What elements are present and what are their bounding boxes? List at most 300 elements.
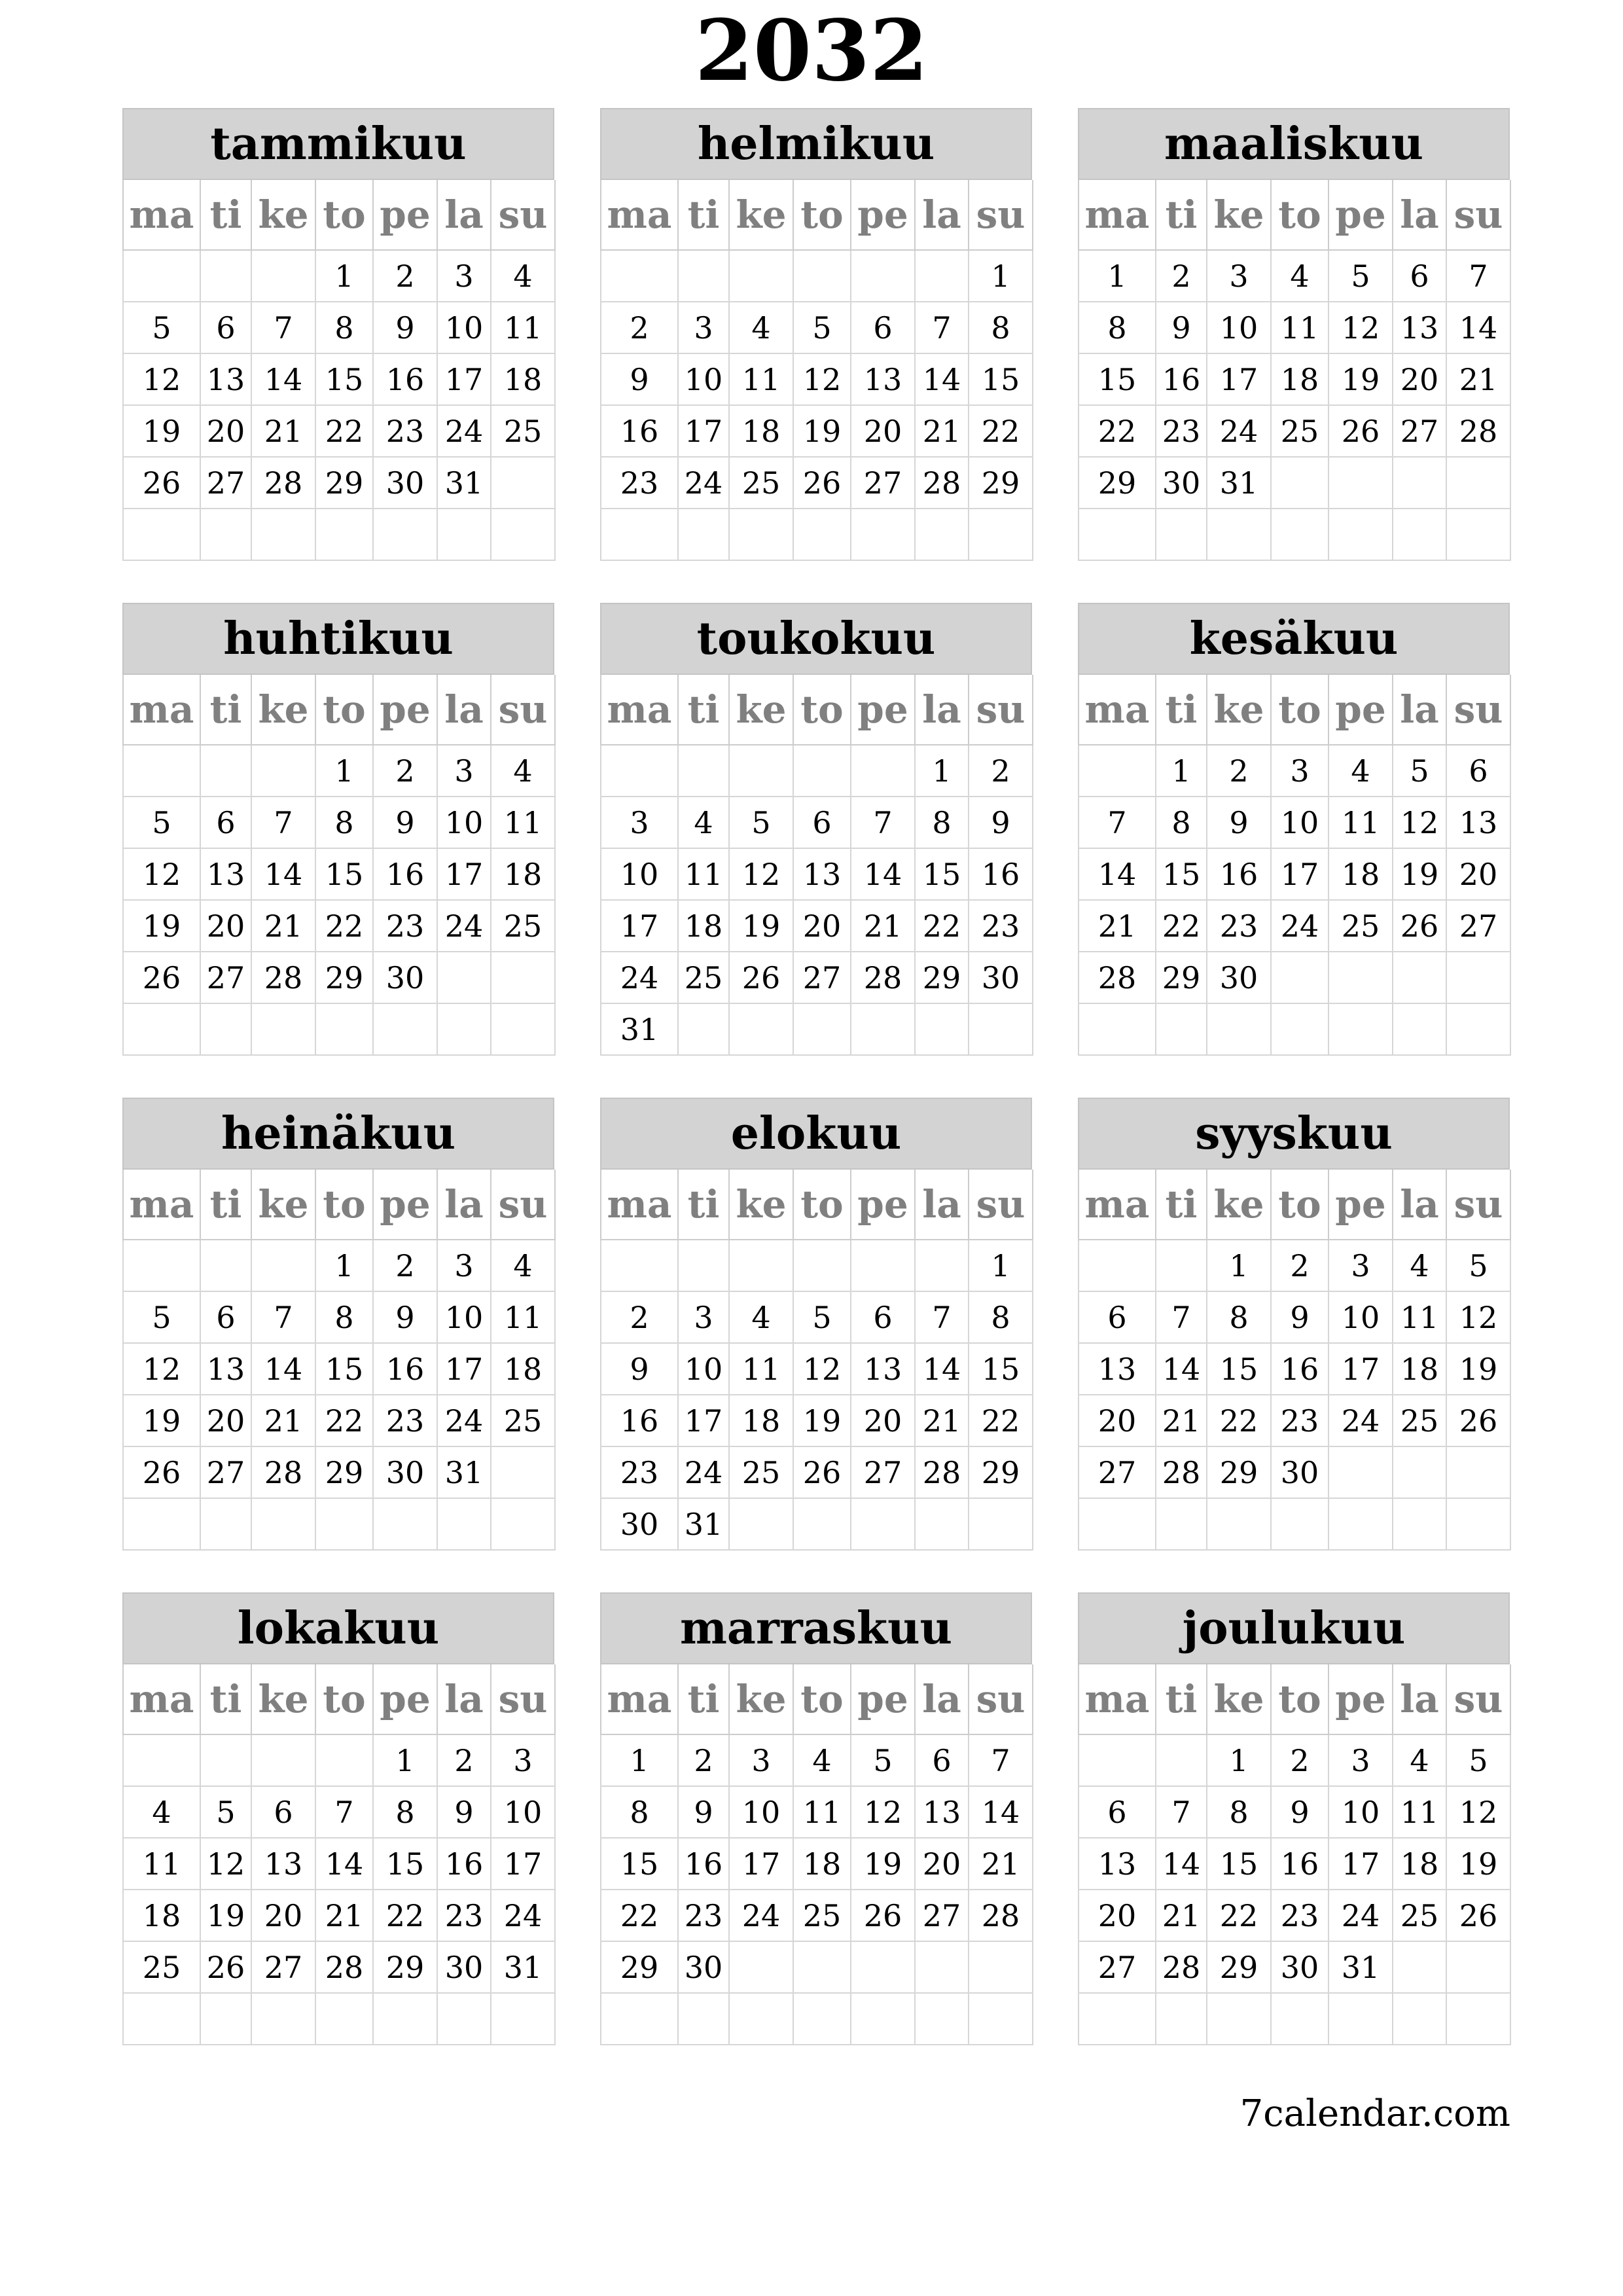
day-cell: 14 [915, 353, 969, 405]
day-cell: 26 [123, 1446, 200, 1498]
weekday-label: la [1393, 1664, 1446, 1734]
day-cell [915, 1240, 969, 1291]
month-name: lokakuu [122, 1592, 554, 1664]
day-cell: 6 [1446, 745, 1510, 797]
day-cell: 26 [1329, 405, 1393, 457]
day-cell: 18 [729, 405, 793, 457]
day-cell: 3 [678, 302, 729, 353]
day-cell: 7 [1156, 1786, 1207, 1838]
weekday-label: pe [1329, 675, 1393, 745]
day-cell: 22 [969, 1395, 1033, 1446]
day-cell [969, 1941, 1033, 1993]
week-row [1079, 457, 1510, 509]
day-cell: 24 [1207, 405, 1271, 457]
day-cell: 10 [729, 1786, 793, 1838]
day-cell: 18 [1329, 848, 1393, 900]
day-cell [1207, 1498, 1271, 1550]
day-cell: 5 [1446, 1240, 1510, 1291]
day-cell: 29 [315, 952, 373, 1003]
day-cell: 9 [601, 1343, 678, 1395]
weekday-label: ti [1156, 675, 1207, 745]
day-cell [678, 250, 729, 302]
month-day-grid [122, 1664, 556, 2045]
day-cell: 25 [729, 1446, 793, 1498]
day-cell: 9 [437, 1786, 491, 1838]
week-row [123, 1240, 555, 1291]
week-row [123, 302, 555, 353]
month-name: helmikuu [600, 108, 1032, 180]
day-cell [1156, 1240, 1207, 1291]
weekday-label: ma [1079, 180, 1156, 250]
day-cell: 10 [601, 848, 678, 900]
month-name: syyskuu [1078, 1098, 1510, 1170]
week-row [1079, 1240, 1510, 1291]
day-cell: 13 [1446, 797, 1510, 848]
day-cell: 12 [200, 1838, 251, 1890]
day-cell: 26 [1393, 900, 1446, 952]
day-cell: 7 [915, 1291, 969, 1343]
day-cell [373, 1498, 437, 1550]
weekday-label: su [1446, 180, 1510, 250]
day-cell: 29 [1207, 1941, 1271, 1993]
day-cell: 6 [1079, 1291, 1156, 1343]
day-cell: 21 [1079, 900, 1156, 952]
day-cell: 5 [793, 302, 851, 353]
day-cell: 22 [1156, 900, 1207, 952]
day-cell: 20 [200, 900, 251, 952]
weekday-label: ma [1079, 1170, 1156, 1240]
day-cell [729, 509, 793, 560]
day-cell: 18 [1393, 1838, 1446, 1890]
day-cell: 12 [123, 353, 200, 405]
week-row [601, 1291, 1033, 1343]
day-cell: 4 [729, 302, 793, 353]
day-cell: 5 [123, 797, 200, 848]
day-cell [1393, 1498, 1446, 1550]
day-cell [123, 250, 200, 302]
day-cell: 28 [1156, 1446, 1207, 1498]
day-cell [123, 1993, 200, 2045]
day-cell [915, 250, 969, 302]
day-cell: 23 [373, 900, 437, 952]
week-row [601, 1240, 1033, 1291]
day-cell: 31 [601, 1003, 678, 1055]
week-row [123, 1941, 555, 1993]
day-cell: 14 [251, 848, 315, 900]
weekday-label: pe [1329, 1664, 1393, 1734]
weekday-label: ti [1156, 1664, 1207, 1734]
day-cell: 11 [1329, 797, 1393, 848]
day-cell [793, 1003, 851, 1055]
day-cell: 29 [915, 952, 969, 1003]
week-row [123, 1291, 555, 1343]
week-row [123, 353, 555, 405]
day-cell: 4 [678, 797, 729, 848]
day-cell: 25 [1393, 1395, 1446, 1446]
day-cell: 22 [315, 900, 373, 952]
day-cell [601, 509, 678, 560]
day-cell: 2 [373, 1240, 437, 1291]
week-row [601, 302, 1033, 353]
week-row [123, 1343, 555, 1395]
day-cell: 4 [123, 1786, 200, 1838]
day-cell: 15 [1079, 353, 1156, 405]
week-row [601, 1003, 1033, 1055]
day-cell: 10 [678, 1343, 729, 1395]
day-cell: 11 [1393, 1786, 1446, 1838]
day-cell [123, 1003, 200, 1055]
day-cell [373, 509, 437, 560]
day-cell [915, 1993, 969, 2045]
day-cell: 13 [1079, 1343, 1156, 1395]
week-row [123, 952, 555, 1003]
day-cell: 19 [1393, 848, 1446, 900]
day-cell [123, 1498, 200, 1550]
day-cell [1329, 1003, 1393, 1055]
day-cell [200, 250, 251, 302]
day-cell [251, 509, 315, 560]
day-cell: 23 [1271, 1890, 1329, 1941]
day-cell: 26 [851, 1890, 915, 1941]
day-cell [1271, 1993, 1329, 2045]
day-cell: 20 [851, 405, 915, 457]
day-cell: 15 [1207, 1343, 1271, 1395]
day-cell: 21 [915, 1395, 969, 1446]
day-cell [793, 1941, 851, 1993]
day-cell: 6 [915, 1734, 969, 1786]
month-day-grid [600, 180, 1033, 561]
day-cell: 21 [851, 900, 915, 952]
day-cell: 4 [729, 1291, 793, 1343]
week-row [123, 745, 555, 797]
weekday-label: ke [729, 1170, 793, 1240]
day-cell: 20 [851, 1395, 915, 1446]
day-cell [200, 745, 251, 797]
day-cell: 23 [601, 457, 678, 509]
day-cell [1446, 509, 1510, 560]
weekday-label: ma [601, 675, 678, 745]
day-cell: 18 [123, 1890, 200, 1941]
day-cell [491, 457, 555, 509]
day-cell: 28 [251, 1446, 315, 1498]
day-cell: 23 [1207, 900, 1271, 952]
day-cell: 11 [491, 797, 555, 848]
week-row [1079, 952, 1510, 1003]
day-cell [1446, 952, 1510, 1003]
day-cell: 6 [200, 1291, 251, 1343]
day-cell: 12 [729, 848, 793, 900]
weekday-label: ti [678, 1664, 729, 1734]
day-cell: 3 [437, 745, 491, 797]
week-row [123, 1838, 555, 1890]
day-cell: 30 [437, 1941, 491, 1993]
weekday-header-row [1079, 675, 1510, 745]
day-cell: 27 [200, 1446, 251, 1498]
weekday-label: ti [200, 180, 251, 250]
day-cell: 17 [437, 353, 491, 405]
day-cell: 22 [373, 1890, 437, 1941]
week-row [123, 848, 555, 900]
day-cell [678, 745, 729, 797]
day-cell: 21 [251, 1395, 315, 1446]
day-cell: 25 [491, 900, 555, 952]
day-cell: 18 [729, 1395, 793, 1446]
day-cell [251, 1003, 315, 1055]
day-cell: 19 [123, 900, 200, 952]
weekday-label: ma [123, 675, 200, 745]
day-cell: 8 [969, 302, 1033, 353]
day-cell: 30 [373, 952, 437, 1003]
week-row [123, 1498, 555, 1550]
week-row [601, 405, 1033, 457]
weekday-label: to [1271, 1664, 1329, 1734]
day-cell: 13 [915, 1786, 969, 1838]
weekday-label: pe [851, 1170, 915, 1240]
day-cell: 5 [200, 1786, 251, 1838]
day-cell [793, 1993, 851, 2045]
month-name: heinäkuu [122, 1098, 554, 1170]
day-cell: 2 [601, 1291, 678, 1343]
week-row [601, 457, 1033, 509]
day-cell: 21 [251, 900, 315, 952]
day-cell [1156, 1993, 1207, 2045]
day-cell: 3 [437, 250, 491, 302]
day-cell: 10 [437, 1291, 491, 1343]
week-row [1079, 509, 1510, 560]
day-cell [851, 1003, 915, 1055]
day-cell: 9 [1207, 797, 1271, 848]
day-cell: 10 [437, 302, 491, 353]
day-cell [123, 1734, 200, 1786]
month-calendar [600, 1592, 1032, 2047]
day-cell: 29 [969, 457, 1033, 509]
day-cell: 7 [1446, 250, 1510, 302]
day-cell: 25 [1329, 900, 1393, 952]
day-cell: 14 [251, 1343, 315, 1395]
weekday-label: pe [373, 675, 437, 745]
day-cell [915, 509, 969, 560]
day-cell: 8 [315, 302, 373, 353]
day-cell: 12 [793, 353, 851, 405]
day-cell [251, 1498, 315, 1550]
weekday-label: su [491, 180, 555, 250]
day-cell: 27 [1079, 1446, 1156, 1498]
day-cell: 10 [1207, 302, 1271, 353]
day-cell: 17 [1271, 848, 1329, 900]
month-day-grid [122, 1170, 556, 1551]
day-cell: 8 [315, 1291, 373, 1343]
day-cell: 10 [1329, 1291, 1393, 1343]
day-cell: 13 [251, 1838, 315, 1890]
day-cell: 24 [437, 900, 491, 952]
day-cell: 24 [437, 1395, 491, 1446]
day-cell: 23 [373, 1395, 437, 1446]
day-cell: 29 [1156, 952, 1207, 1003]
day-cell: 14 [1156, 1343, 1207, 1395]
week-row [1079, 1890, 1510, 1941]
day-cell: 1 [1207, 1240, 1271, 1291]
day-cell [969, 1003, 1033, 1055]
month-calendar [1078, 603, 1510, 1057]
day-cell: 26 [123, 457, 200, 509]
day-cell: 31 [1207, 457, 1271, 509]
weekday-label: to [315, 1664, 373, 1734]
weekday-header-row [123, 675, 555, 745]
week-row [1079, 797, 1510, 848]
day-cell: 6 [251, 1786, 315, 1838]
week-row [123, 1734, 555, 1786]
day-cell: 2 [969, 745, 1033, 797]
day-cell: 20 [200, 1395, 251, 1446]
day-cell: 3 [437, 1240, 491, 1291]
weekday-label: ti [200, 1170, 251, 1240]
week-row [1079, 302, 1510, 353]
day-cell: 21 [315, 1890, 373, 1941]
weekday-label: ke [729, 180, 793, 250]
weekday-label: to [1271, 1170, 1329, 1240]
day-cell [1329, 1993, 1393, 2045]
day-cell: 25 [729, 457, 793, 509]
day-cell: 27 [251, 1941, 315, 1993]
day-cell: 18 [1393, 1343, 1446, 1395]
day-cell [1079, 509, 1156, 560]
month-name: kesäkuu [1078, 603, 1510, 675]
day-cell: 24 [601, 952, 678, 1003]
week-row [601, 1395, 1033, 1446]
day-cell [729, 1993, 793, 2045]
day-cell [251, 1734, 315, 1786]
day-cell [373, 1993, 437, 2045]
day-cell: 9 [373, 1291, 437, 1343]
day-cell: 20 [1079, 1890, 1156, 1941]
day-cell [601, 745, 678, 797]
day-cell [1207, 509, 1271, 560]
weekday-label: to [315, 675, 373, 745]
day-cell: 1 [315, 745, 373, 797]
day-cell: 25 [491, 405, 555, 457]
day-cell: 2 [1207, 745, 1271, 797]
weekday-label: to [793, 1664, 851, 1734]
day-cell: 30 [601, 1498, 678, 1550]
day-cell: 23 [437, 1890, 491, 1941]
day-cell [678, 1240, 729, 1291]
day-cell [969, 1993, 1033, 2045]
week-row [123, 1890, 555, 1941]
day-cell: 28 [915, 1446, 969, 1498]
day-cell: 22 [969, 405, 1033, 457]
day-cell: 16 [1156, 353, 1207, 405]
week-row [601, 1786, 1033, 1838]
day-cell: 5 [851, 1734, 915, 1786]
week-row [123, 797, 555, 848]
day-cell [437, 1003, 491, 1055]
weekday-label: ke [729, 1664, 793, 1734]
day-cell [1329, 1498, 1393, 1550]
weekday-label: la [915, 675, 969, 745]
day-cell [1079, 1240, 1156, 1291]
day-cell: 24 [437, 405, 491, 457]
day-cell [1393, 1003, 1446, 1055]
day-cell: 27 [1079, 1941, 1156, 1993]
day-cell: 14 [915, 1343, 969, 1395]
day-cell: 4 [1393, 1240, 1446, 1291]
day-cell: 21 [1446, 353, 1510, 405]
month-day-grid [600, 1170, 1033, 1551]
day-cell: 2 [373, 250, 437, 302]
week-row [601, 1446, 1033, 1498]
day-cell: 13 [793, 848, 851, 900]
day-cell [123, 1240, 200, 1291]
day-cell: 19 [1446, 1343, 1510, 1395]
day-cell [851, 1240, 915, 1291]
day-cell: 23 [1271, 1395, 1329, 1446]
day-cell: 17 [1329, 1838, 1393, 1890]
day-cell: 24 [491, 1890, 555, 1941]
day-cell: 24 [729, 1890, 793, 1941]
day-cell [729, 1498, 793, 1550]
weekday-label: la [437, 1170, 491, 1240]
day-cell: 19 [123, 405, 200, 457]
day-cell: 19 [851, 1838, 915, 1890]
day-cell: 25 [123, 1941, 200, 1993]
weekday-label: su [491, 1170, 555, 1240]
year-title: 2032 [694, 2, 929, 100]
month-calendar [1078, 1592, 1510, 2047]
day-cell [491, 1446, 555, 1498]
day-cell: 15 [969, 1343, 1033, 1395]
day-cell [1207, 1003, 1271, 1055]
day-cell: 16 [373, 353, 437, 405]
day-cell: 27 [1393, 405, 1446, 457]
day-cell [251, 250, 315, 302]
day-cell [851, 250, 915, 302]
day-cell: 28 [315, 1941, 373, 1993]
weekday-label: la [915, 180, 969, 250]
day-cell: 31 [1329, 1941, 1393, 1993]
day-cell: 11 [1393, 1291, 1446, 1343]
month-name: toukokuu [600, 603, 1032, 675]
day-cell [1207, 1993, 1271, 2045]
day-cell: 25 [1271, 405, 1329, 457]
day-cell: 20 [1393, 353, 1446, 405]
weekday-label: pe [1329, 1170, 1393, 1240]
weekday-header-row [601, 675, 1033, 745]
day-cell: 11 [491, 1291, 555, 1343]
day-cell: 9 [373, 797, 437, 848]
day-cell [200, 1993, 251, 2045]
day-cell [1271, 509, 1329, 560]
day-cell: 7 [251, 1291, 315, 1343]
day-cell: 23 [373, 405, 437, 457]
day-cell: 28 [1156, 1941, 1207, 1993]
weekday-label: ma [123, 1664, 200, 1734]
day-cell: 15 [373, 1838, 437, 1890]
day-cell [200, 1734, 251, 1786]
day-cell: 27 [793, 952, 851, 1003]
day-cell: 22 [315, 1395, 373, 1446]
day-cell: 17 [437, 848, 491, 900]
day-cell: 24 [1329, 1395, 1393, 1446]
day-cell: 27 [915, 1890, 969, 1941]
day-cell [437, 952, 491, 1003]
day-cell: 6 [200, 302, 251, 353]
day-cell [1393, 1446, 1446, 1498]
weekday-header-row [1079, 1664, 1510, 1734]
day-cell [851, 509, 915, 560]
month-day-grid [1078, 675, 1511, 1056]
day-cell: 13 [1079, 1838, 1156, 1890]
day-cell: 1 [915, 745, 969, 797]
